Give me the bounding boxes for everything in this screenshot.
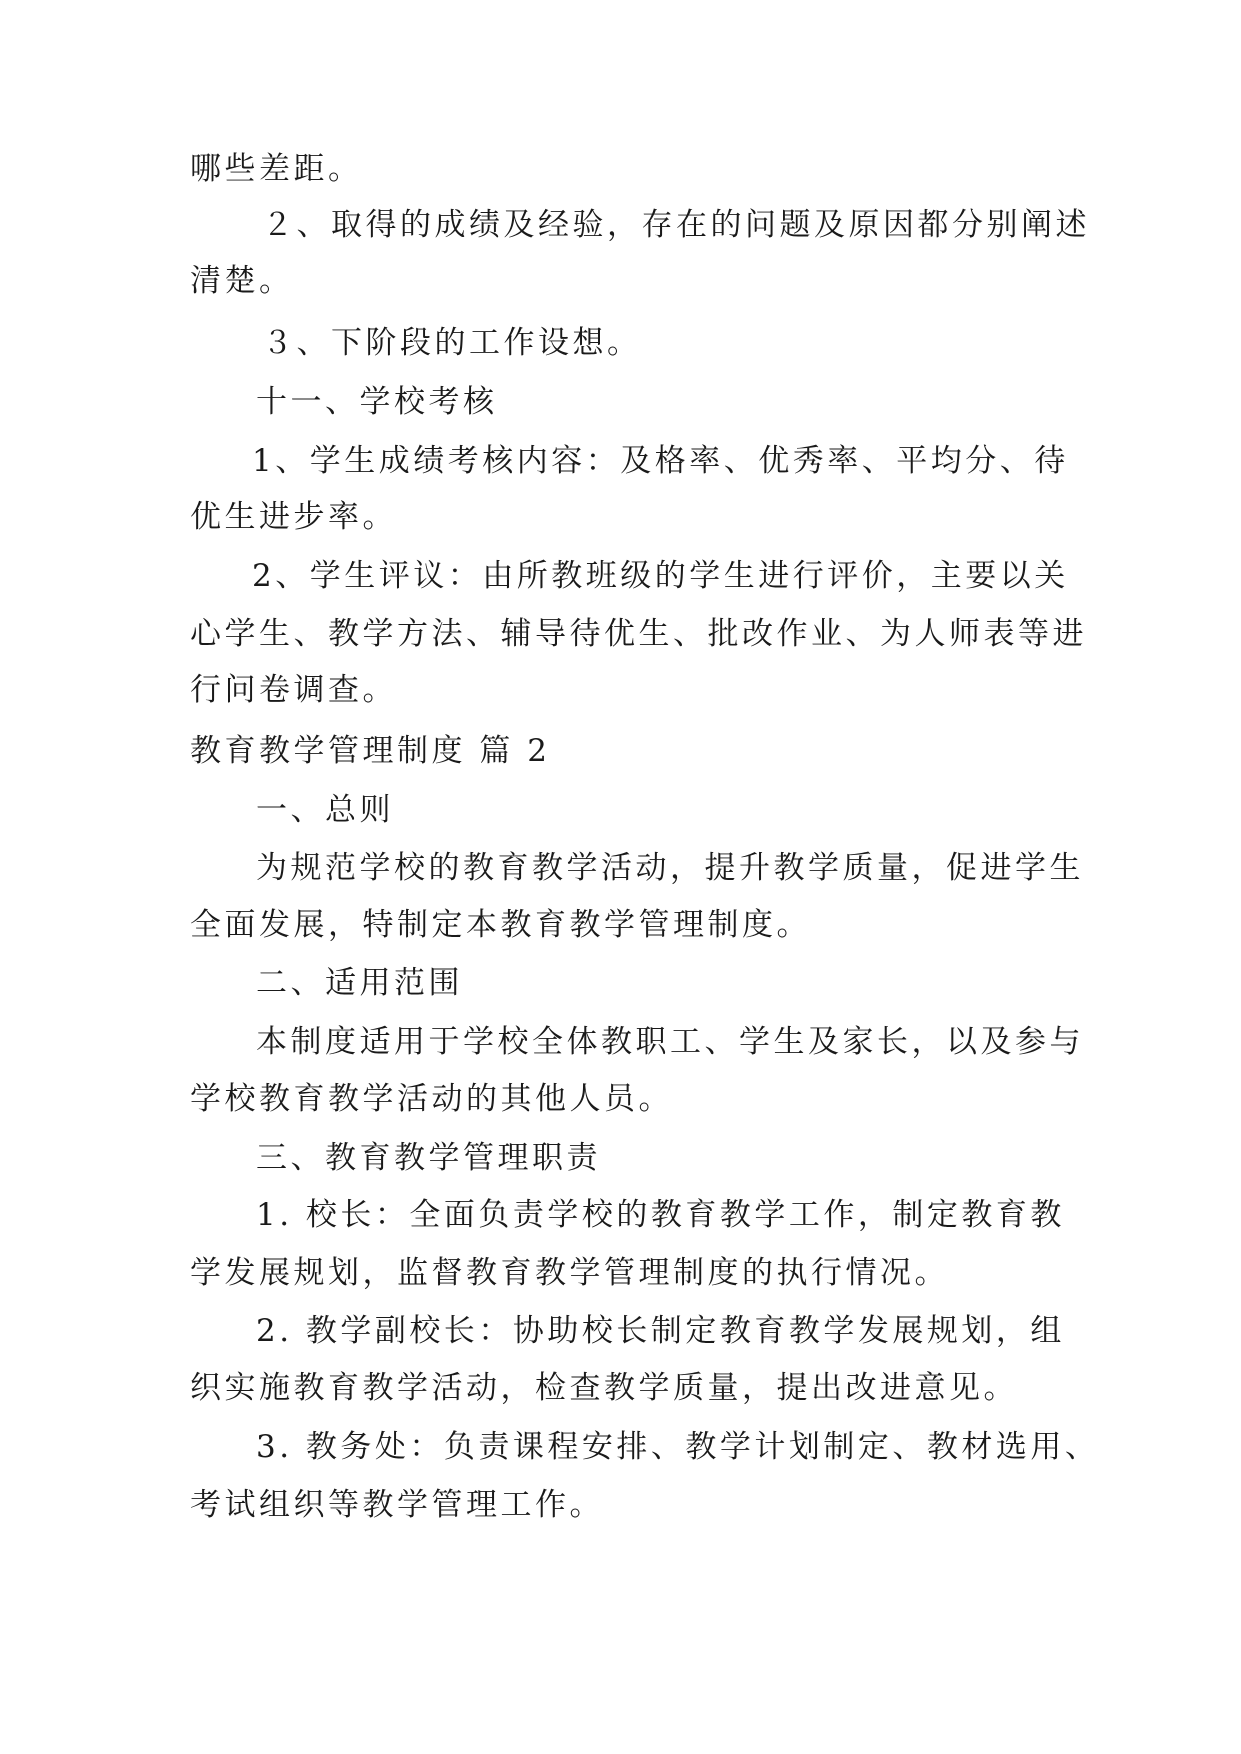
section-heading: 二、适用范围 bbox=[256, 965, 463, 1001]
text-line: 2、学生评议：由所教班级的学生进行评价，主要以关 bbox=[252, 558, 1069, 594]
text-line: 行问卷调查。 bbox=[190, 672, 397, 708]
text-line: 哪些差距。 bbox=[190, 151, 363, 187]
text-line: 优生进步率。 bbox=[190, 499, 397, 535]
section-heading: 三、教育教学管理职责 bbox=[256, 1140, 601, 1176]
text-line: 1. 校长：全面负责学校的教育教学工作，制定教育教 bbox=[256, 1197, 1065, 1233]
text-line: 学发展规划，监督教育教学管理制度的执行情况。 bbox=[190, 1255, 949, 1291]
section-heading: 十一、学校考核 bbox=[256, 384, 498, 420]
text-line: 全面发展，特制定本教育教学管理制度。 bbox=[190, 907, 811, 943]
text-line: 考试组织等教学管理工作。 bbox=[190, 1487, 604, 1523]
text-line: 清楚。 bbox=[190, 263, 294, 299]
text-line: 学校教育教学活动的其他人员。 bbox=[190, 1081, 673, 1117]
text-line: 心学生、教学方法、辅导待优生、批改作业、为人师表等进 bbox=[190, 616, 1087, 652]
text-line: ３、下阶段的工作设想。 bbox=[262, 325, 642, 361]
text-line: 本制度适用于学校全体教职工、学生及家长，以及参与 bbox=[256, 1024, 1084, 1060]
text-line: ２、取得的成绩及经验，存在的问题及原因都分别阐述 bbox=[262, 207, 1090, 243]
text-line: 织实施教育教学活动，检查教学质量，提出改进意见。 bbox=[190, 1370, 1018, 1406]
document-title: 教育教学管理制度 篇 2 bbox=[190, 733, 551, 769]
section-heading: 一、总则 bbox=[256, 792, 394, 828]
text-line: 1、学生成绩考核内容：及格率、优秀率、平均分、待 bbox=[252, 443, 1069, 479]
text-line: 2. 教学副校长：协助校长制定教育教学发展规划，组 bbox=[256, 1313, 1065, 1349]
text-line: 3. 教务处：负责课程安排、教学计划制定、教材选用、 bbox=[256, 1429, 1100, 1465]
text-line: 为规范学校的教育教学活动，提升教学质量，促进学生 bbox=[256, 850, 1084, 886]
